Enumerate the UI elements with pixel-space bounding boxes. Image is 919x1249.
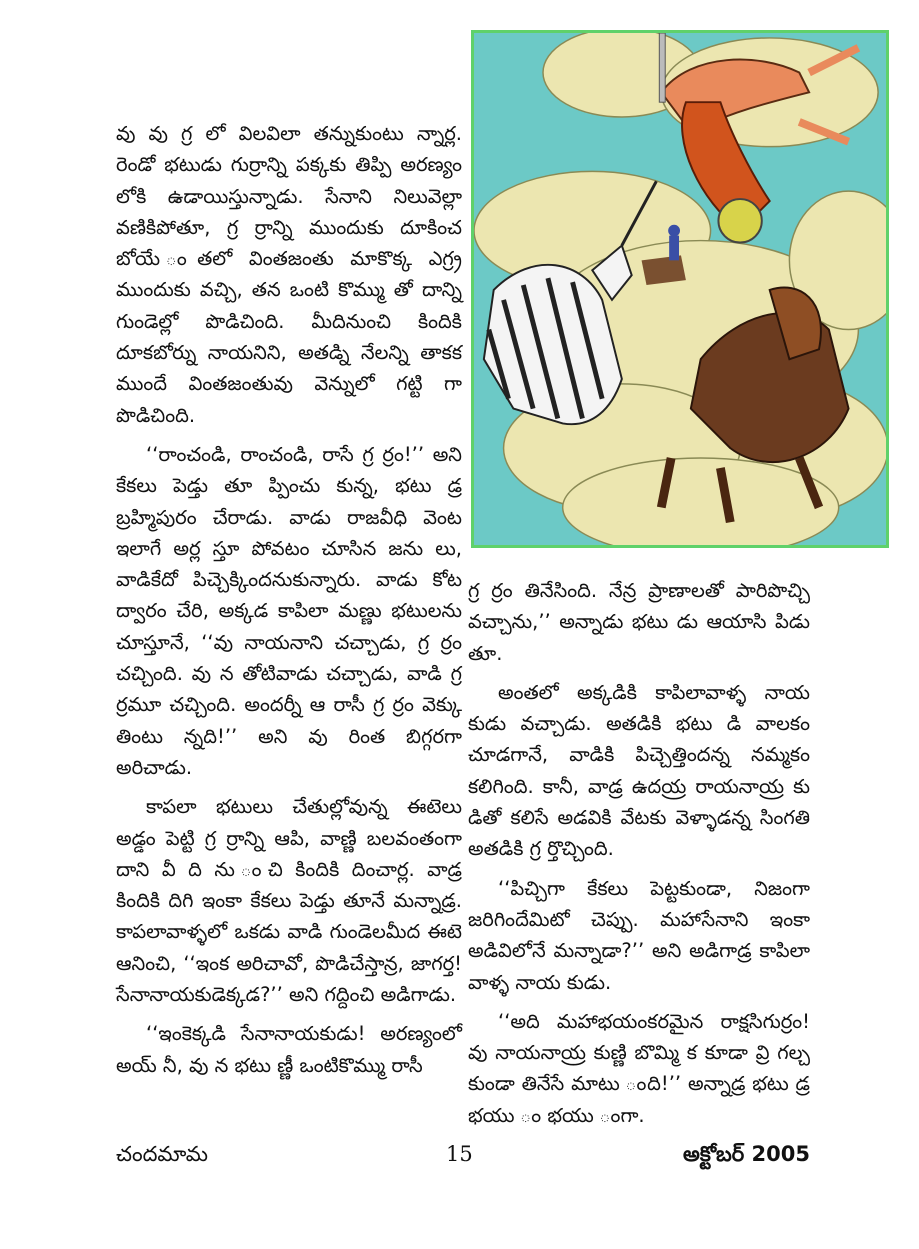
paragraph: ‘‘ఇంకెక్కడి సేనానాయకుడు! అరణ్యంలో అయ్ నీ, వు న భటు ణ్ణీ ఒంటికొమ్ము రాసీ xyxy=(116,1022,462,1077)
issue-date: అక్టోబర్ 2005 xyxy=(683,1142,810,1166)
paragraph: ‘‘పిచ్చిగా కేకలు పెట్టకుండా, నిజంగా జరిగిందేమిటో చెప్పు. మహాసేనాని ఇంకా అడివిలోనే మన్నాడా?’’ అని అడిగాడ్ర కాపిలా వాళ్ళ నాయ కుడు. xyxy=(468,876,810,994)
right-text-column xyxy=(468,575,810,1139)
page-footer xyxy=(116,1142,810,1176)
paragraph: గ్ర ర్రం తినేసింది. నేన్ర ప్రాణాలతో పారిపొచ్చి వచ్చాను,’’ అన్నాడు భటు డు ఆయాసి పిడు తూ. xyxy=(468,579,810,665)
story-illustration-image xyxy=(474,33,886,545)
paragraph: ‘‘అది మహాభయంకరమైన రాక్షసిగుర్రం! వు నాయనాయ్ర కుణ్ణి బొమ్మి క కూడా వ్రి గల్చ కుండా తినేసే మాటు ంది!’’ అన్నాడ్ర భటు డ్ర భయు ం భయు ంగా. xyxy=(468,1009,810,1127)
paragraph: అంతలో అక్కడికి కాపిలావాళ్ళ నాయ కుడు వచ్చాడు. అతడికి భటు డి వాలకం చూడగానే, వాడికి పిచ్చెత్తిందన్న నమ్మకం కలిగింది. కానీ, వాడ్ర ఉదయ్ర రాయనాయ్ర కు డితో కలిసే అడవికి వేటకు వెళ్ళాడన్న సింగతి అతడికి గ్ర ర్తొచ్చింది. xyxy=(468,680,810,861)
left-text-column xyxy=(116,118,462,1089)
paragraph: ‘‘రాంచండి, రాంచండి, రాసే గ్ర ర్రం!’’ అని కేకలు పెడ్తు తూ ప్పించు కున్న, భటు డ్ర బ్రహ్మిపురం చేరాడు. వాడు రాజవీధి వెంట ఇలాగే అర్ల స్తూ పోవటం చూసిన జను లు, వాడికేదో పిచ్చెక్కిందనుకున్నారు. వాడు కోట ద్వారం చేరి, అక్కడ కాపిలా మణ్ణు భటులను చూస్తూనే, ‘‘వు నాయనాని చచ్చాడు, గ్ర ర్రం చచ్చింది. వు న తోటివాడు చచ్చాడు, వాడి గ్ర ర్రమూ చచ్చింది. అందర్నీ ఆ రాసీ గ్ర ర్రం వెక్కు తింటు న్నది!’’ అని వు రింత బిగ్గరగా అరిచాడు. xyxy=(116,442,462,779)
paragraph: వు వు గ్ర లో విలవిలా తన్నుకుంటు న్నార్ల. రెండో భటుడు గుర్రాన్ని పక్కకు తిప్పి అరణ్యం లోకి ఉడాయిస్తున్నాడు. సేనాని నిలువెల్లా వణికిపోతూ, గ్ర ర్రాన్ని ముందుకు దూకించ బోయే ంతలో వింతజంతు మాకొక్క ఎగ్ర్ర ముందుకు వచ్చి, తన ఒంటి కొమ్ము తో దాన్ని గుండెల్లో పొడిచింది. మీదినుంచి కిందికి దూకబోర్ను నాయనిని, అతడ్ని నేలన్ని తాకక ముందే వింతజంతువు వెన్నులో గట్టి గా పొడిచింది. xyxy=(116,122,462,427)
paragraph: కాపలా భటులు చేతుల్లోవున్న ఈటెలు అడ్డం పెట్టి గ్ర ర్రాన్ని ఆపి, వాణ్ణి బలవంతంగా దాని వీ ది ను ంచి కిందికి దించార్ల. వాడ్ర కిందికి దిగి ఇంకా కేకలు పెడ్తు తూనే మన్నాడ్ర. కాపలావాళ్ళలో ఒకడు వాడి గుండెలమీద ఈటె ఆనించి, ‘‘ఇంక అరిచావో, పొడిచేస్తాన్ర, జాగర్త! సేనానాయకుడెక్కడ?’’ అని గద్దించి అడిగాడు. xyxy=(116,795,462,1007)
page-number: 15 xyxy=(446,1142,473,1166)
story-illustration xyxy=(471,30,889,548)
magazine-name: చందమామ xyxy=(116,1142,208,1166)
